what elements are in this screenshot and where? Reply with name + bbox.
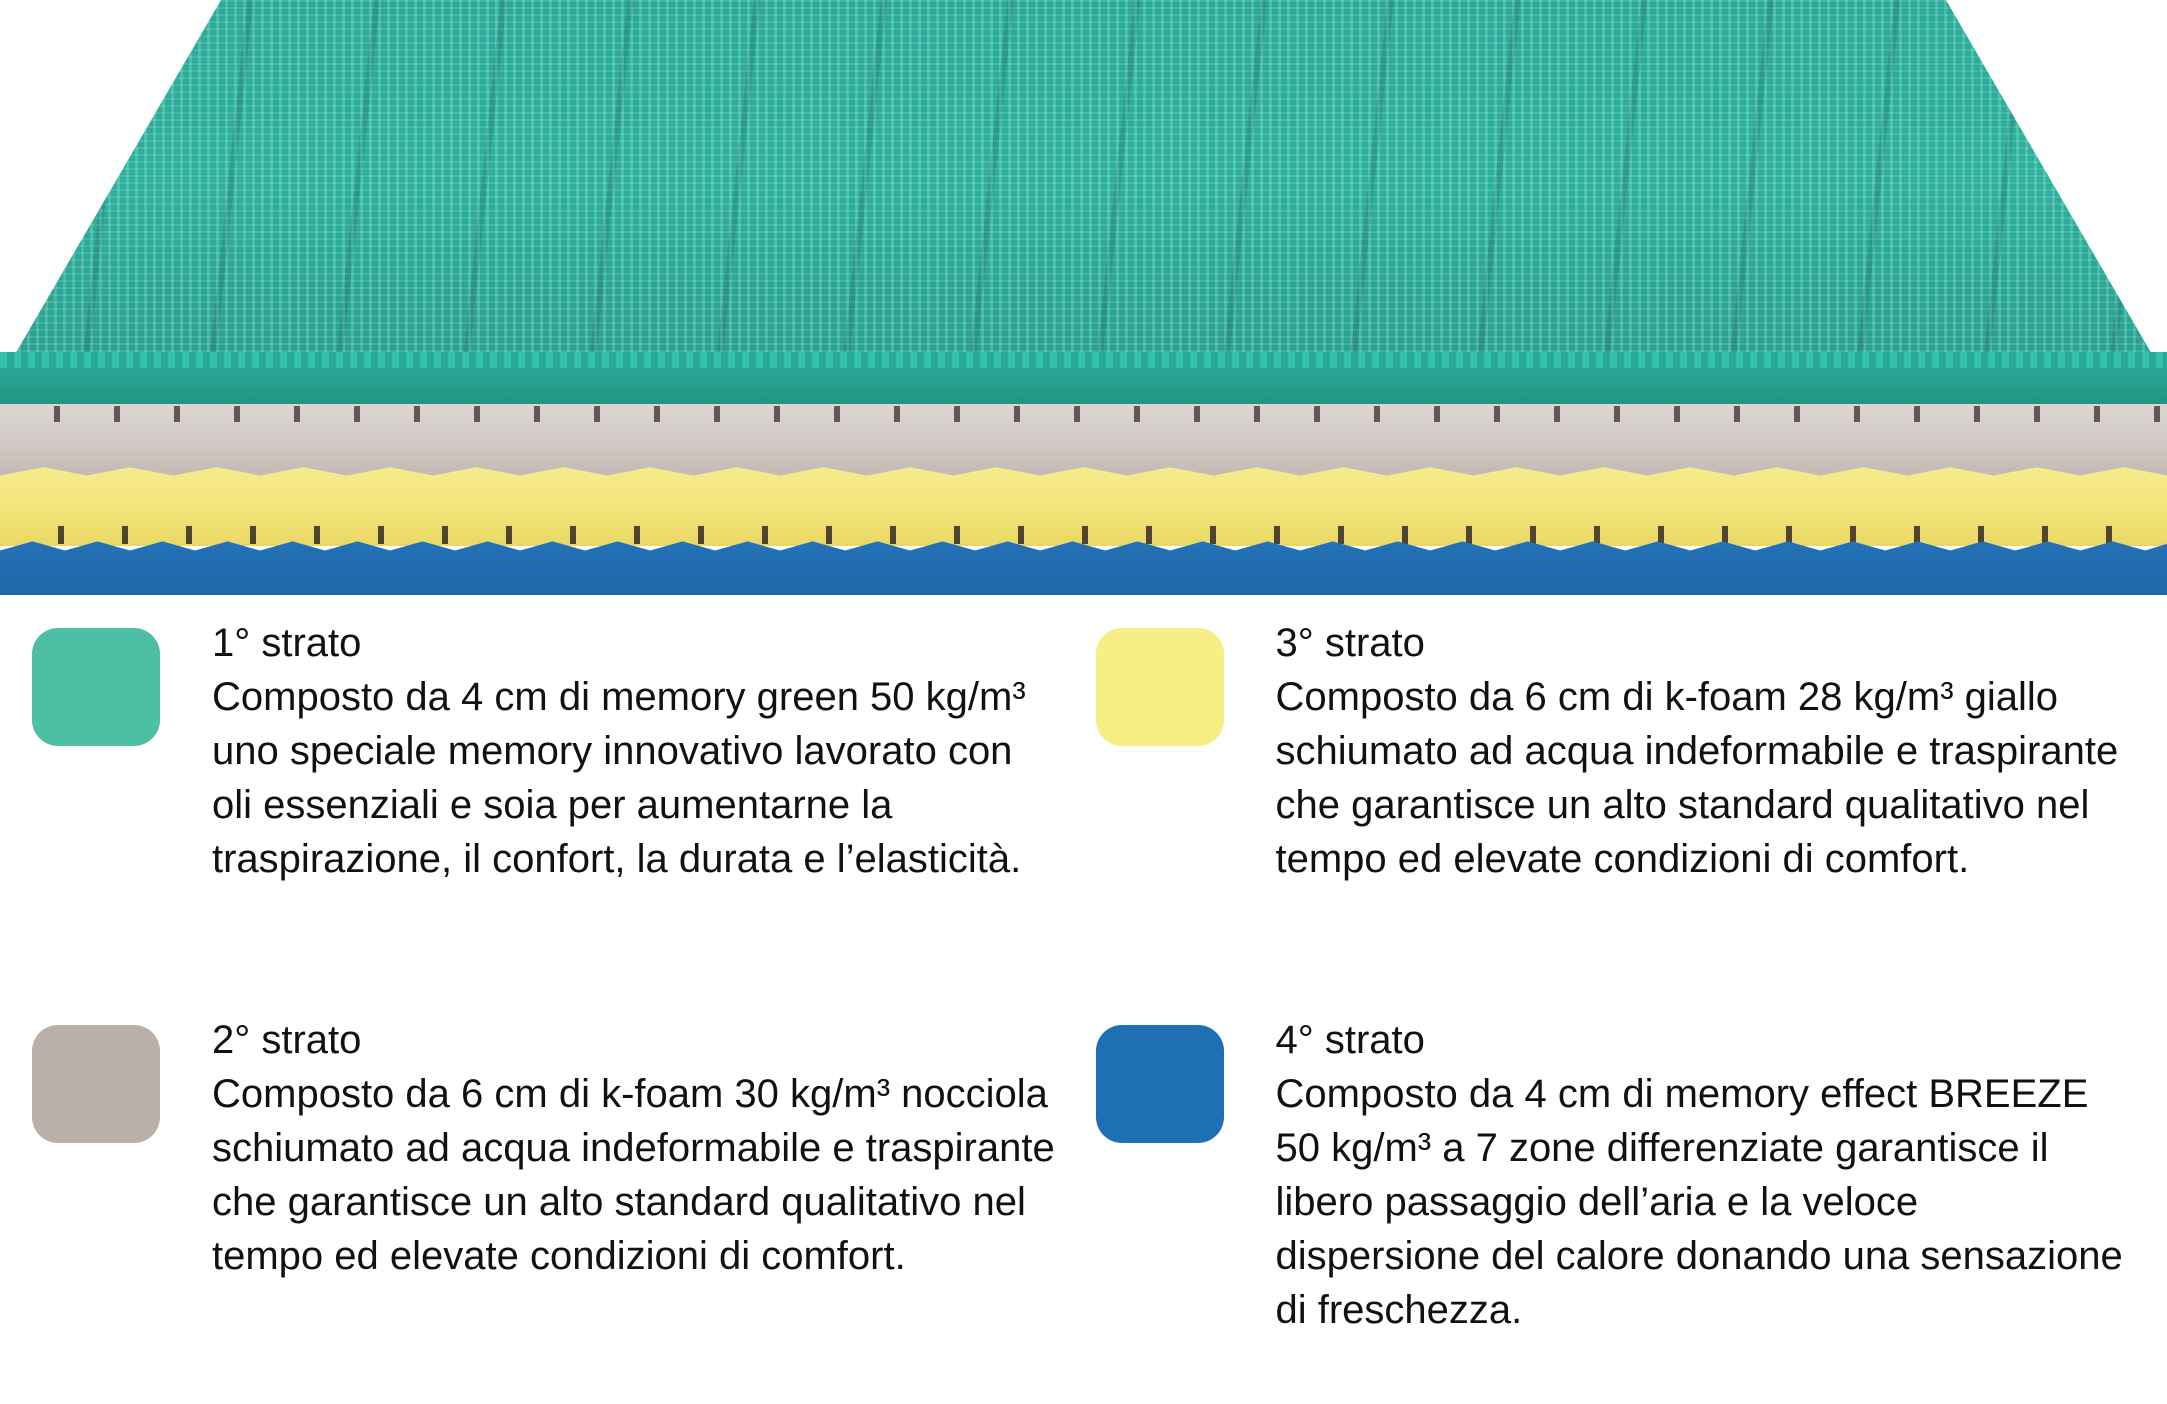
layer-memory-green-edge <box>0 362 2167 410</box>
legend-item-strato-1 <box>20 610 1084 1007</box>
legend-description-strato-2: Composto da 6 cm di k-foam 30 kg/m³ nocciola schiumato ad acqua indeformabile e traspirante che garantisce un alto standard qualitativo nel tempo ed elevate condizioni di comfort. <box>212 1072 1055 1278</box>
legend-item-strato-2 <box>20 1007 1084 1404</box>
swatch-strato-4 <box>1096 1025 1224 1143</box>
legend-text-strato-2 <box>212 1015 1060 1283</box>
legend-description-strato-3: Composto da 6 cm di k-foam 28 kg/m³ giallo schiumato ad acqua indeformabile e traspirante che garantisce un alto standard qualitativo nel tempo ed elevate condizioni di comfort. <box>1275 675 2119 881</box>
legend-title-strato-1: 1° strato <box>212 621 362 665</box>
legend-text-strato-4 <box>1276 1015 2124 1337</box>
legend-title-strato-4: 4° strato <box>1275 1018 1425 1062</box>
mattress-illustration <box>0 0 2167 595</box>
legend-description-strato-1: Composto da 4 cm di memory green 50 kg/m³ uno speciale memory innovativo lavorato con oli essenziali e soia per aumentarne la traspirazione, il confort, la durata e l’elasticità. <box>212 675 1026 881</box>
legend-text-strato-3 <box>1276 618 2124 886</box>
layer-memory-green-panels <box>0 0 2167 380</box>
swatch-strato-1 <box>32 628 160 746</box>
legend-text-strato-1 <box>212 618 1060 886</box>
legend-item-strato-3 <box>1084 610 2148 1007</box>
layer-memory-breeze <box>0 538 2167 595</box>
legend <box>0 600 2167 1404</box>
legend-description-strato-4: Composto da 4 cm di memory effect BREEZE 50 kg/m³ a 7 zone differenziate garantisce il libero passaggio dell’aria e la veloce dispersione del calore donando una sensazione di freschezza. <box>1275 1072 2123 1332</box>
layer-kfoam-nocciola <box>0 404 2167 476</box>
legend-item-strato-4 <box>1084 1007 2148 1404</box>
mattress-stack <box>0 0 2167 595</box>
swatch-strato-3 <box>1096 628 1224 746</box>
layer-kfoam-giallo <box>0 464 2167 546</box>
legend-title-strato-3: 3° strato <box>1275 621 1425 665</box>
legend-title-strato-2: 2° strato <box>212 1018 362 1062</box>
swatch-strato-2 <box>32 1025 160 1143</box>
